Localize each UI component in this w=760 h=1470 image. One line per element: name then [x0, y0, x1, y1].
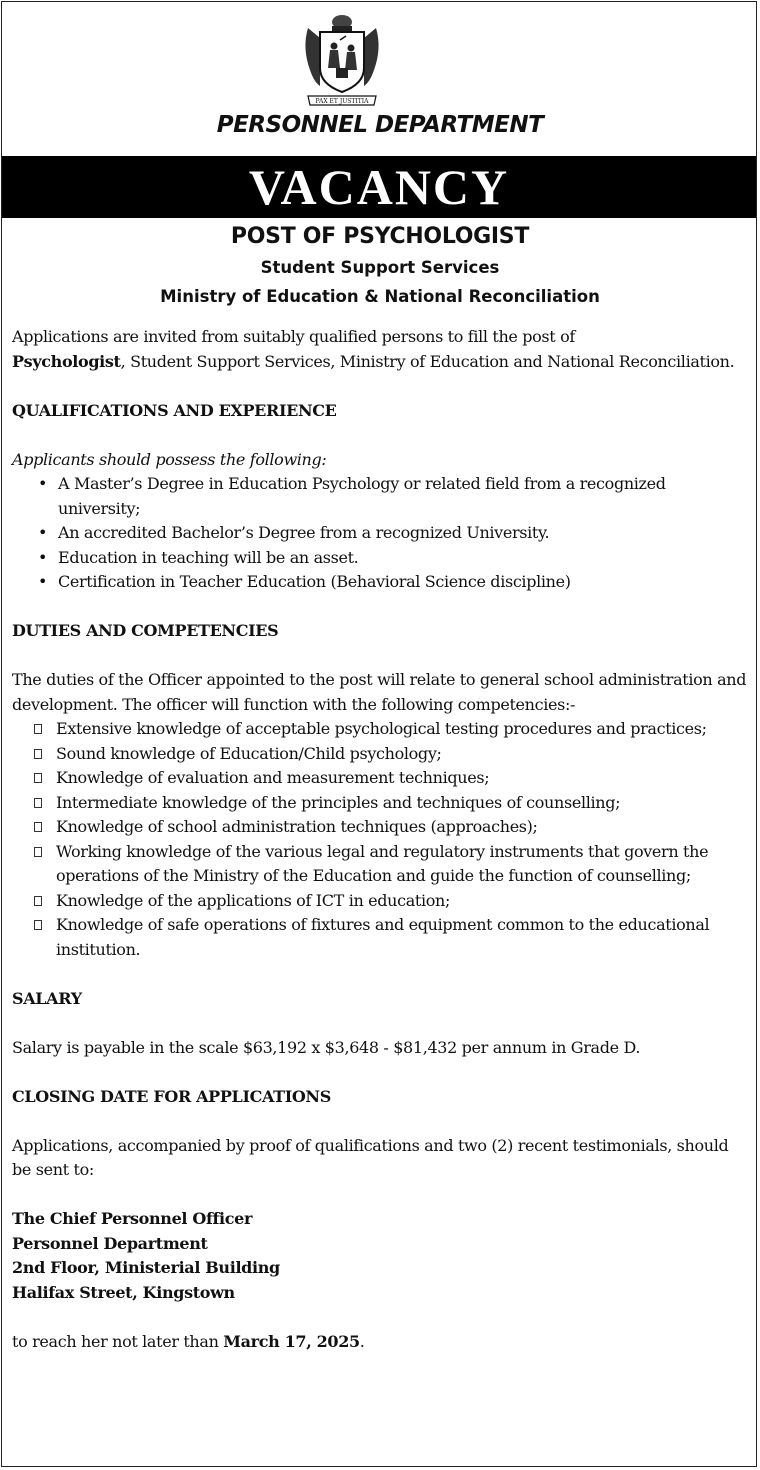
competency-text: Knowledge of safe operations of fixtures and equipment common to the educational institution. [56, 915, 710, 959]
competency-text: Working knowledge of the various legal and regulatory instruments that govern the operations of the Ministry of the Education and guide the function of counselling; [56, 841, 709, 885]
competency-text: Extensive knowledge of acceptable psychological testing procedures and practices; [56, 719, 707, 738]
intro-text-1: Applications are invited from suitably qualified persons to fill the post of [12, 327, 575, 346]
list-item [32, 889, 750, 914]
qualifications-lead-text: Applicants should possess the following: [12, 449, 327, 469]
deadline-date: March 17, 2025 [223, 1331, 360, 1351]
closing-heading: CLOSING DATE FOR APPLICATIONS [12, 1086, 331, 1106]
intro-paragraph [12, 325, 750, 374]
duties-lead: The duties of the Officer appointed to the post will relate to general school administration and development. The officer will function with the following competencies:- [12, 670, 747, 714]
deadline-line [12, 1330, 750, 1355]
list-item [32, 913, 750, 962]
competency-text: Sound knowledge of Education/Child psychology; [56, 743, 442, 763]
competency-text: Knowledge of school administration techniques (approaches); [56, 817, 538, 836]
salary-text: Salary is payable in the scale $63,192 x $3,648 - $81,432 per annum in Grade D. [12, 1037, 641, 1057]
competencies-list [12, 717, 750, 962]
competency-text: Knowledge of evaluation and measurement techniques; [56, 768, 490, 787]
intro-post-name: Psychologist [12, 351, 121, 371]
crest-motto-text: PAX ET JUSTITIA [315, 98, 369, 105]
closing-text: Applications, accompanied by proof of qualifications and two (2) recent testimonials, should be sent to: [12, 1135, 729, 1179]
list-item [32, 742, 750, 767]
list-item: • An accredited Bachelor’s Degree from a recognized University. [34, 521, 750, 546]
checkbox-glyph-icon [34, 749, 42, 759]
list-item: • Education in teaching will be an asset. [34, 546, 750, 571]
address-line: Personnel Department [12, 1233, 208, 1253]
qualifications-list [12, 472, 750, 595]
qualifications-lead [12, 448, 750, 473]
address-line: 2nd Floor, Ministerial Building [12, 1258, 280, 1277]
coat-of-arms-emblem [300, 8, 384, 108]
subtitle-unit: Student Support Services [260, 258, 500, 277]
salary-heading: SALARY [12, 988, 82, 1008]
competency-text: Knowledge of the applications of ICT in education; [56, 890, 451, 910]
post-title: POST OF PSYCHOLOGIST [230, 224, 530, 249]
checkbox-glyph-icon [34, 920, 42, 930]
checkbox-glyph-icon [34, 773, 42, 783]
subtitle-ministry: Ministry of Education & National Reconciliation [160, 287, 600, 306]
checkbox-glyph-icon [34, 798, 42, 808]
list-item: • Certification in Teacher Education (Behavioral Science discipline) [34, 570, 750, 595]
duties-heading: DUTIES AND COMPETENCIES [12, 621, 279, 640]
list-item [32, 717, 750, 742]
intro-text-2: , Student Support Services, Ministry of Education and National Reconciliation. [120, 351, 735, 371]
list-item [32, 815, 750, 840]
competency-text: Intermediate knowledge of the principles and techniques of counselling; [56, 792, 621, 812]
vacancy-body [12, 325, 750, 1354]
qualifications-heading: QUALIFICATIONS AND EXPERIENCE [12, 400, 337, 420]
list-item [32, 791, 750, 816]
vacancy-banner: VACANCY [2, 156, 756, 218]
department-title: PERSONNEL DEPARTMENT [216, 112, 544, 138]
list-item: • A Master’s Degree in Education Psychology or related field from a recognized university; [34, 472, 750, 521]
list-item [32, 840, 750, 889]
checkbox-glyph-icon [34, 822, 42, 832]
checkbox-glyph-icon [34, 724, 42, 734]
address-line: The Chief Personnel Officer [12, 1209, 253, 1228]
checkbox-glyph-icon [34, 847, 42, 857]
address-line: Halifax Street, Kingstown [12, 1282, 235, 1302]
checkbox-glyph-icon [34, 896, 42, 906]
list-item [32, 766, 750, 791]
deadline-suffix: . [359, 1331, 365, 1351]
deadline-prefix: to reach her not later than [12, 1331, 224, 1351]
